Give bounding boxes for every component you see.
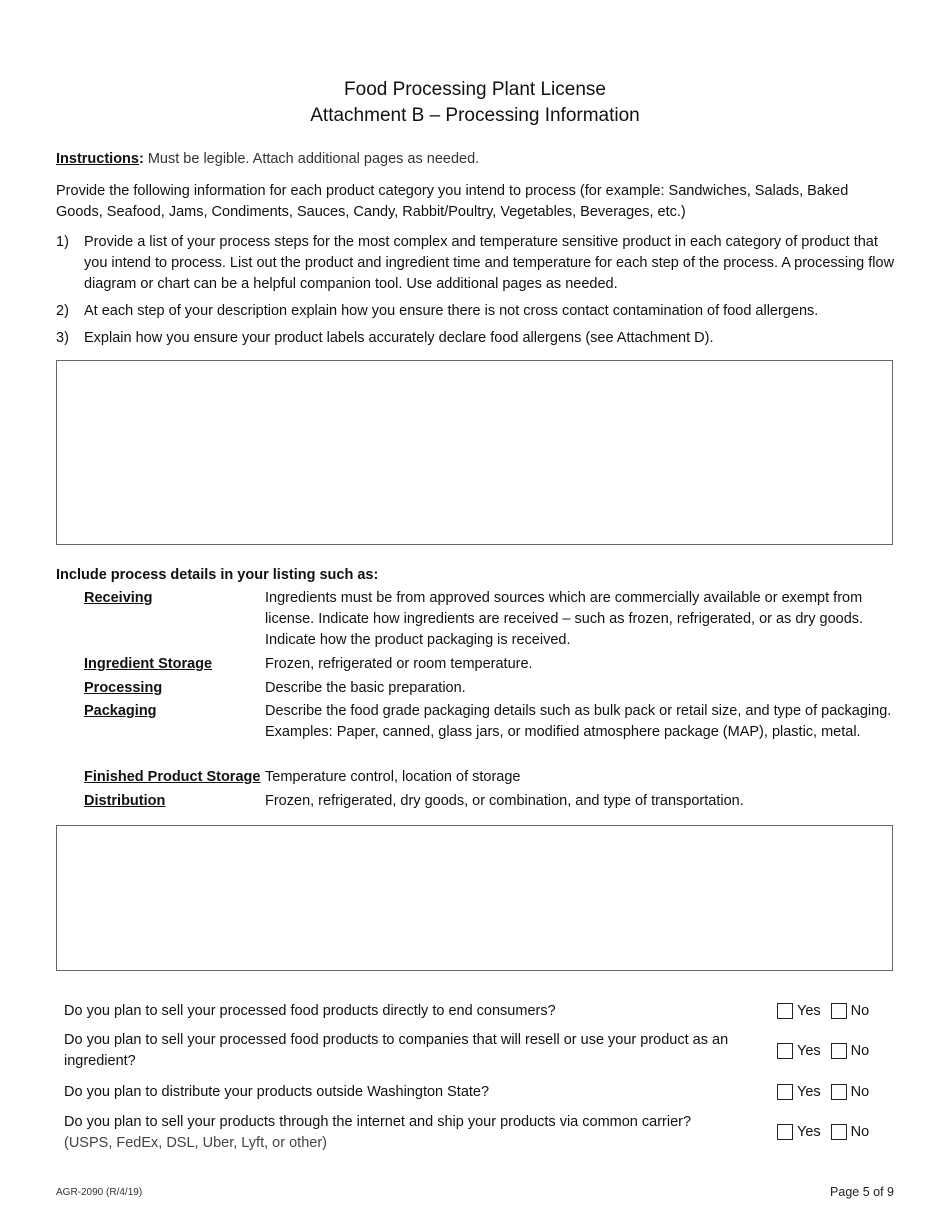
detail-term: Ingredient Storage bbox=[84, 656, 213, 672]
question-text: Do you plan to distribute your products outside Washington State? bbox=[64, 1084, 490, 1100]
question-internet-sales bbox=[64, 1112, 764, 1154]
process-steps-text-area[interactable] bbox=[56, 360, 893, 545]
list-item bbox=[56, 301, 896, 322]
list-item bbox=[56, 328, 896, 349]
question-text: Do you plan to sell your products through the internet and ship your products via common carrier? bbox=[64, 1114, 692, 1130]
yes-label: Yes bbox=[797, 1084, 821, 1100]
no-label: No bbox=[850, 1124, 870, 1140]
form-id: AGR-2090 (R/4/19) bbox=[56, 1187, 143, 1198]
detail-term: Packaging bbox=[84, 703, 157, 719]
detail-description: Describe the basic preparation. bbox=[265, 680, 466, 696]
yes-no-group bbox=[777, 1082, 869, 1102]
detail-description: Ingredients must be from approved sources which are commercially available or exempt from license. Indicate how ingredients are received – such as frozen, refrigerated, or as dry goods. Indicate how the product packaging is received. bbox=[265, 590, 864, 648]
list-item bbox=[56, 232, 896, 295]
yes-no-group bbox=[777, 1041, 869, 1061]
list-item-number: 3) bbox=[56, 330, 69, 346]
no-checkbox[interactable] bbox=[831, 1084, 847, 1100]
instructions-label: Instructions bbox=[56, 151, 139, 167]
detail-description: Temperature control, location of storage bbox=[265, 769, 521, 785]
details-heading: Include process details in your listing such as: bbox=[56, 567, 379, 583]
intro-paragraph: Provide the following information for each product category you intend to process (for example: Sandwiches, Salads, Baked Goods, Seafood, Jams, Condiments, Sauces, Candy, Rabbit/Poultry, Vegetables, Beverages, etc.) bbox=[56, 183, 849, 220]
process-details-text-area[interactable] bbox=[56, 825, 893, 971]
page-title: Food Processing Plant License bbox=[344, 79, 606, 100]
instructions-colon: : bbox=[138, 151, 144, 167]
yes-no-group bbox=[777, 1122, 869, 1142]
no-label: No bbox=[850, 1084, 870, 1100]
no-label: No bbox=[850, 1003, 870, 1019]
yes-checkbox[interactable] bbox=[777, 1043, 793, 1059]
yes-label: Yes bbox=[797, 1043, 821, 1059]
detail-term: Distribution bbox=[84, 793, 166, 809]
no-label: No bbox=[850, 1043, 870, 1059]
detail-description: Frozen, refrigerated, dry goods, or combination, and type of transportation. bbox=[265, 793, 744, 809]
list-item-text: Explain how you ensure your product labels accurately declare food allergens (see Attachment D). bbox=[84, 330, 714, 346]
yes-label: Yes bbox=[797, 1003, 821, 1019]
page-number: Page 5 of 9 bbox=[830, 1185, 894, 1199]
page-subtitle: Attachment B – Processing Information bbox=[310, 105, 640, 126]
no-checkbox[interactable] bbox=[831, 1043, 847, 1059]
list-item-number: 1) bbox=[56, 234, 69, 250]
detail-description: Frozen, refrigerated or room temperature. bbox=[265, 656, 533, 672]
yes-checkbox[interactable] bbox=[777, 1084, 793, 1100]
no-checkbox[interactable] bbox=[831, 1124, 847, 1140]
instructions bbox=[56, 151, 479, 167]
yes-checkbox[interactable] bbox=[777, 1124, 793, 1140]
question-out-of-state bbox=[64, 1082, 764, 1103]
yes-checkbox[interactable] bbox=[777, 1003, 793, 1019]
detail-term: Finished Product Storage bbox=[84, 769, 261, 785]
question-text: Do you plan to sell your processed food products to companies that will resell or use your product as an ingredient? bbox=[64, 1032, 729, 1069]
yes-no-group bbox=[777, 1001, 869, 1021]
detail-term: Receiving bbox=[84, 590, 153, 606]
list-item-number: 2) bbox=[56, 303, 69, 319]
question-text: Do you plan to sell your processed food products directly to end consumers? bbox=[64, 1003, 556, 1019]
question-resale bbox=[64, 1030, 764, 1072]
no-checkbox[interactable] bbox=[831, 1003, 847, 1019]
list-item-text: At each step of your description explain how you ensure there is not cross contact contamination of food allergens. bbox=[84, 303, 819, 319]
list-item-text: Provide a list of your process steps for the most complex and temperature sensitive product in each category of product that you intend to process. List out the product and ingredient time and temperature for each step of the process. A processing flow diagram or chart can be a helpful companion tool. Use additional pages as needed. bbox=[84, 234, 895, 292]
instructions-text: Must be legible. Attach additional pages as needed. bbox=[143, 151, 480, 167]
detail-term: Processing bbox=[84, 680, 163, 696]
detail-description: Describe the food grade packaging details such as bulk pack or retail size, and type of packaging. Examples: Paper, canned, glass jars, or modified atmosphere package (MAP), plastic, metal. bbox=[265, 703, 892, 740]
question-note: (USPS, FedEx, DSL, Uber, Lyft, or other) bbox=[64, 1135, 327, 1151]
question-direct-sales bbox=[64, 1001, 764, 1022]
yes-label: Yes bbox=[797, 1124, 821, 1140]
